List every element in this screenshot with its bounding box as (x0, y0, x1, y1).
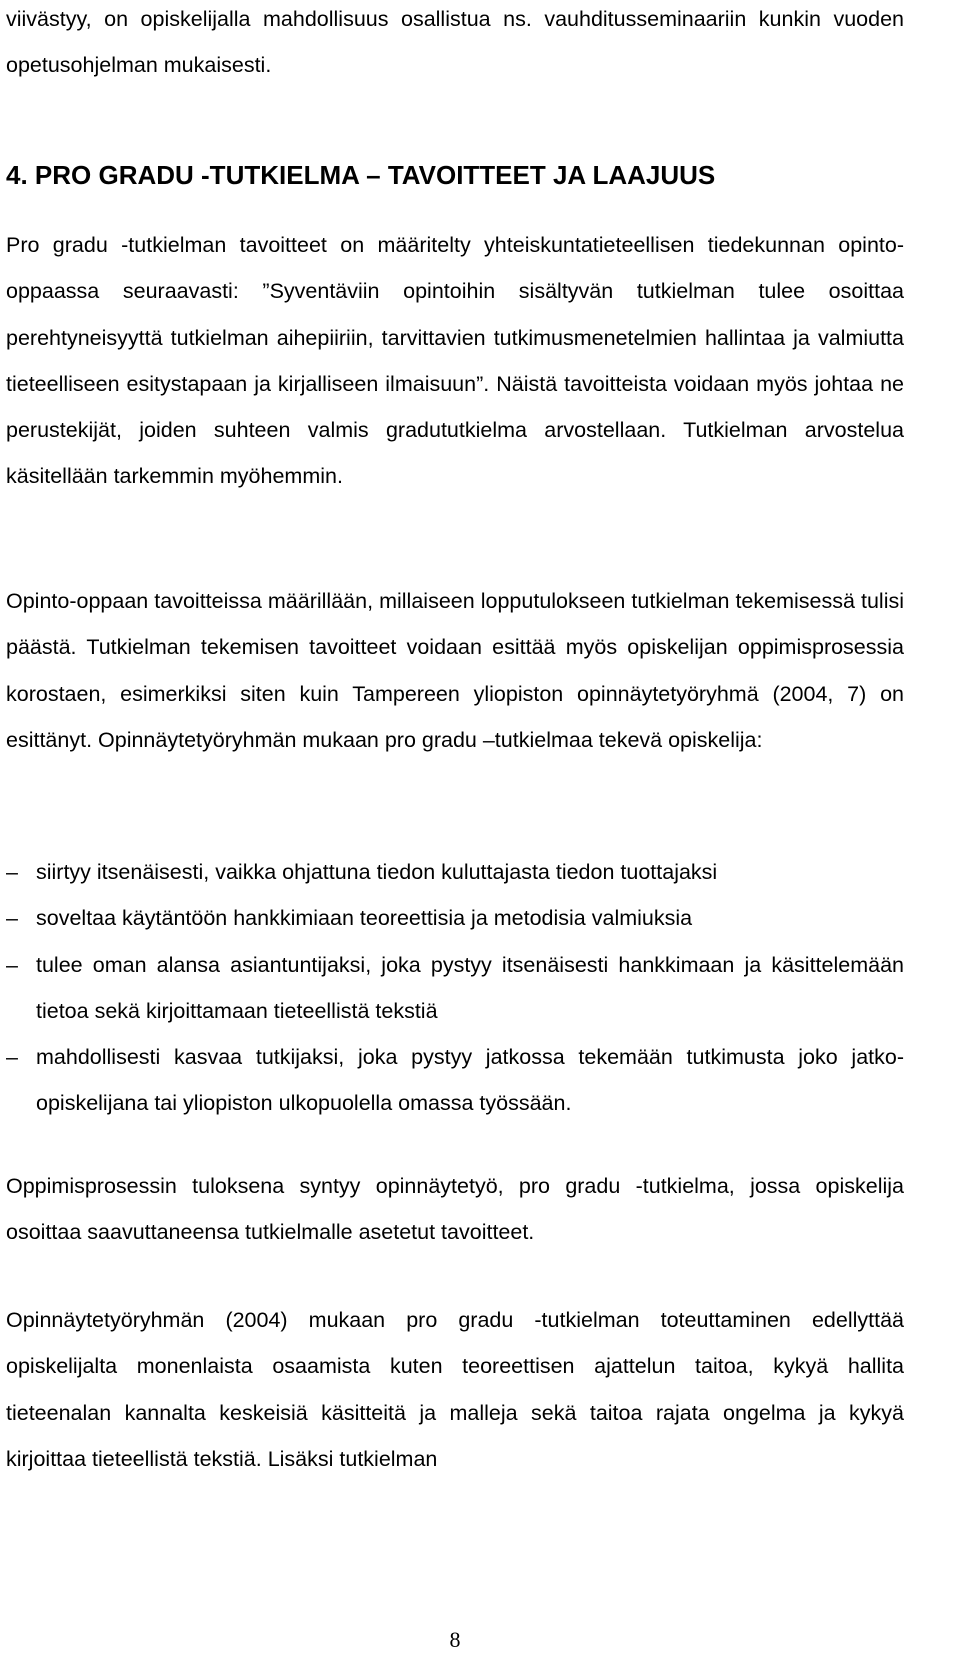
list-item (6, 849, 904, 895)
goals-paragraph: Pro gradu -tutkielman tavoitteet on määritelty yhteiskuntatieteellisen tiedekunnan opinto-oppaassa seuraavasti: ”Syventäviin opintoihin sisältyvän tutkielman tulee osoittaa perehtyneisyyttä tutkielman aihepiiriin, tarvittavien tutkimusmenetelmien hallintaa ja valmiutta tieteelliseen esitystapaan ja kirjalliseen ilmaisuun”. Näistä tavoitteista voidaan myös johtaa ne perustekijät, joiden suhteen valmis gradututkielma arvostellaan. Tutkielman arvostelua käsitellään tarkemmin myöhemmin. (6, 233, 904, 489)
intro-paragraph: viivästyy, on opiskelijalla mahdollisuus osallistua ns. vauhditusseminaariin kunkin vuoden opetusohjelman mukaisesti. (6, 7, 904, 78)
section-heading: 4. PRO GRADU -TUTKIELMA – TAVOITTEET JA LAAJUUS (6, 160, 716, 190)
list-item-text: mahdollisesti kasvaa tutkijaksi, joka pystyy jatkossa tekemään tutkimusta joko jatko-opiskelijana tai yliopiston ulkopuolella omassa työssään. (36, 1045, 904, 1116)
learning-process-paragraph: Opinto-oppaan tavoitteissa määrillään, millaiseen lopputulokseen tutkielman tekemisessä tulisi päästä. Tutkielman tekemisen tavoitteet voidaan esittää myös opiskelijan oppimisprosessia korostaen, esimerkiksi siten kuin Tampereen yliopiston opinnäytetyöryhmä (2004, 7) on esittänyt. Opinnäytetyöryhmän mukaan pro gradu –tutkielmaa tekevä opiskelija: (6, 589, 904, 752)
page-number: 8 (449, 1627, 461, 1652)
list-item (6, 1034, 904, 1127)
outcome-paragraph: Oppimisprosessin tuloksena syntyy opinnäytetyö, pro gradu -tutkielma, jossa opiskelija osoittaa saavuttaneensa tutkielmalle asetetut tavoitteet. (6, 1174, 904, 1245)
dash-bullet: – (6, 952, 18, 977)
list-item (6, 895, 904, 941)
list-item (6, 942, 904, 1035)
student-goals-list (6, 849, 904, 1127)
dash-bullet: – (6, 860, 18, 884)
requirements-paragraph: Opinnäytetyöryhmän (2004) mukaan pro gradu -tutkielman toteuttaminen edellyttää opiskelijalta monenlaista osaamista kuten teoreettisen ajattelun taitoa, kykyä hallita tieteenalan kannalta keskeisiä käsitteitä ja malleja sekä taitoa rajata ongelma ja kykyä kirjoittaa tieteellistä tekstiä. Lisäksi tutkielman (6, 1308, 904, 1471)
list-item-text: tulee oman alansa asiantuntijaksi, joka pystyy itsenäisesti hankkimaan ja käsittelemään tietoa sekä kirjoittamaan tieteellistä tekstiä (36, 952, 904, 1023)
list-item-text: soveltaa käytäntöön hankkimiaan teoreettisia ja metodisia valmiuksia (36, 906, 693, 931)
dash-bullet: – (6, 1045, 18, 1070)
dash-bullet: – (6, 906, 18, 931)
list-item-text: siirtyy itsenäisesti, vaikka ohjattuna tiedon kuluttajasta tiedon tuottajaksi (36, 860, 718, 884)
